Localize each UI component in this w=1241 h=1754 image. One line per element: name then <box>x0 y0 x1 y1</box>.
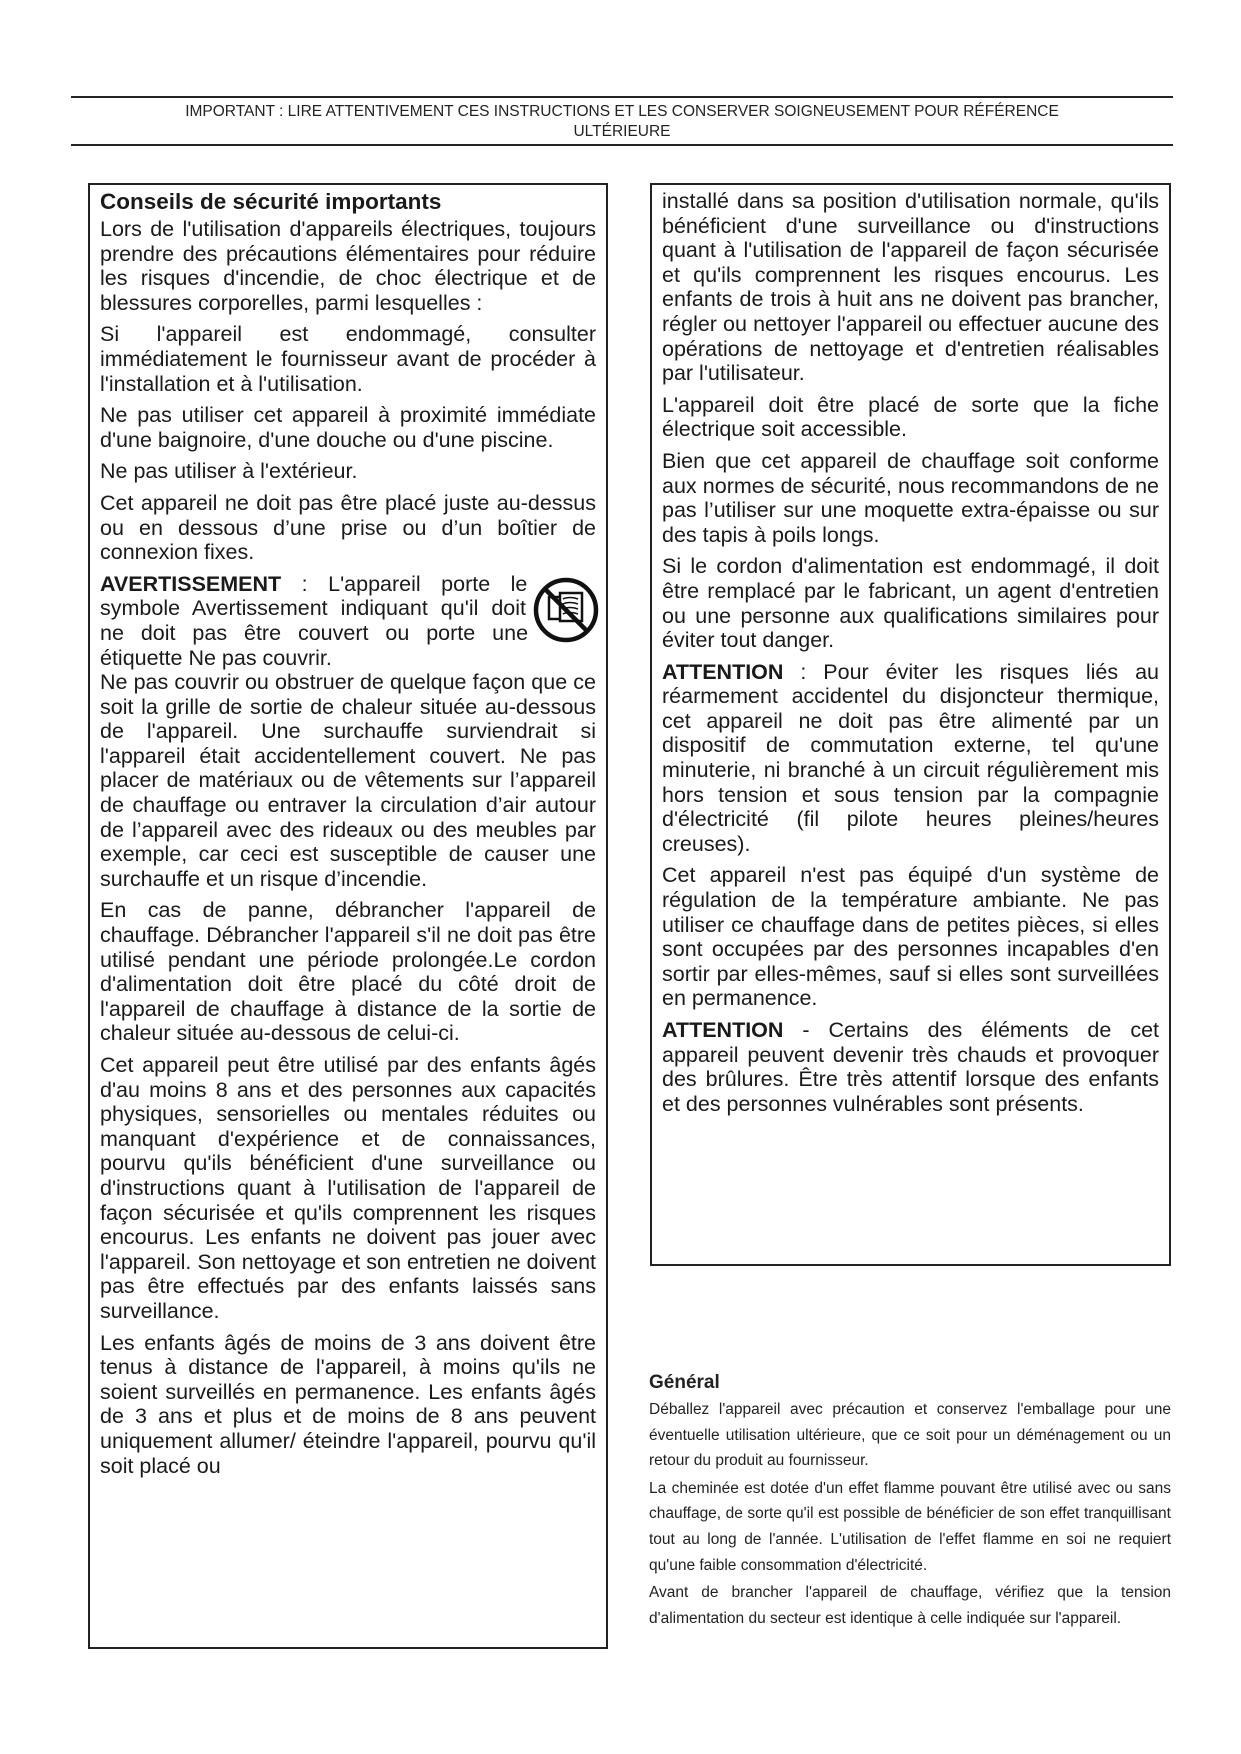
paragraph: Ne pas couvrir ou obstruer de quelque façon que ce soit la grille de sortie de chaleur située au-dessous de l'appareil. Une surchauffe surviendrait si l'appareil était accidentellement couvert. Ne pas placer de matériaux ou de vêtements sur l’appareil de chauffage ou entraver la circulation d’air autour de l’appareil avec des rideaux ou des meubles par exemple, car ceci est susceptible de causer une surchauffe et un risque d’incendie. <box>100 670 596 891</box>
general-section <box>649 1369 1171 1633</box>
attention-paragraph-2 <box>662 1018 1159 1116</box>
attention-text: : Pour éviter les risques liés au réarmement accidentel du disjoncteur thermique, cet appareil ne doit pas être alimenté par un dispositif de commutation externe, tel qu'une minuterie, ni branché à un circuit régulièrement mis hors tension et sous tension par la compagnie d'électricité (fil pilote heures pleines/heures creuses). <box>662 659 1159 856</box>
safety-box-right <box>650 183 1171 1266</box>
paragraph: Les enfants âgés de moins de 3 ans doivent être tenus à distance de l'appareil, à moins qu'ils ne soient surveillés en permanence. Les enfants âgés de 3 ans et plus et de moins de 8 ans peuvent uniquement allumer/ éteindre l'appareil, pourvu qu'il soit placé ou <box>100 1330 596 1478</box>
header-line-1: IMPORTANT : LIRE ATTENTIVEMENT CES INSTRUCTIONS ET LES CONSERVER SOIGNEUSEMENT POUR RÉFÉRENCE <box>185 103 1059 120</box>
paragraph: Cet appareil ne doit pas être placé juste au-dessus ou en dessous d’une prise ou d’un boîtier de connexion fixes. <box>100 490 596 565</box>
attention-label: ATTENTION <box>662 1018 784 1042</box>
paragraph: Avant de brancher l'appareil de chauffage, vérifiez que la tension d'alimentation du secteur est identique à celle indiquée sur l'appareil. <box>649 1584 1171 1627</box>
general-title: Général <box>649 1372 720 1393</box>
warning-text: : L'appareil porte le symbole Avertissement indiquant qu'il doit ne doit pas être couvert ou porte une étiquette Ne pas couvrir. <box>100 571 529 670</box>
paragraph: En cas de panne, débrancher l'appareil de chauffage. Débrancher l'appareil s'il ne doit pas être utilisé pendant une période prolongée.Le cordon d'alimentation doit être placé du côté droit de l'appareil de chauffage à distance de la sortie de chaleur située au-dessous de celui-ci. <box>100 898 596 1046</box>
warning-label: AVERTISSEMENT <box>100 571 282 596</box>
paragraph: installé dans sa position d'utilisation normale, qu'ils bénéficient d'une surveillance ou d'instructions quant à l'utilisation de l'appareil de façon sécurisée et qu'ils comprennent les risques encourus. Les enfants de trois à huit ans ne doivent pas brancher, régler ou nettoyer l'appareil ou effectuer aucune des opérations de nettoyage et d'entretien réalisables par l'utilisateur. <box>662 189 1159 386</box>
paragraph: Bien que cet appareil de chauffage soit conforme aux normes de sécurité, nous recommandons de ne pas l’utiliser sur une moquette extra-épaisse ou sur des tapis à poils longs. <box>662 448 1159 547</box>
header-line-2: ULTÉRIEURE <box>573 123 671 140</box>
paragraph: Ne pas utiliser à l'extérieur. <box>100 459 358 484</box>
paragraph: Si le cordon d'alimentation est endommagé, il doit être remplacé par le fabricant, un agent d'entretien ou une personne aux qualifications similaires pour éviter tout danger. <box>662 554 1159 653</box>
paragraph: Déballez l'appareil avec précaution et conservez l'emballage pour une éventuelle utilisation ultérieure, que ce soit pour un déménagement ou un retour du produit au fournisseur. <box>649 1401 1171 1470</box>
warning-paragraph <box>100 572 596 670</box>
do-not-cover-icon <box>532 576 600 644</box>
attention-label: ATTENTION <box>662 659 784 684</box>
paragraph: L'appareil doit être placé de sorte que la fiche électrique soit accessible. <box>662 392 1159 442</box>
paragraph: La cheminée est dotée d'un effet flamme pouvant être utilisé avec ou sans chauffage, de sorte qu'il est possible de bénéficier de son effet tranquillisant tout au long de l'année. L'utilisation de l'effet flamme en soi ne requiert qu'une faible consommation d'électricité. <box>649 1479 1171 1574</box>
attention-text: - Certains des éléments de cet appareil peuvent devenir très chauds et provoquer des brûlures. Être très attentif lorsque des enfants et des personnes vulnérables sont présents. <box>662 1018 1159 1116</box>
paragraph: Si l'appareil est endommagé, consulter immédiatement le fournisseur avant de procéder à l'installation et à l'utilisation. <box>100 322 596 396</box>
paragraph: Cet appareil n'est pas équipé d'un système de régulation de la température ambiante. Ne pas utiliser ce chauffage dans de petites pièces, si elles sont occupées par des personnes incapables d'en sortir par elles-mêmes, sauf si elles sont surveillées en permanence. <box>662 863 1159 1011</box>
paragraph: Lors de l'utilisation d'appareils électriques, toujours prendre des précautions élémentaires pour réduire les risques d'incendie, de choc électrique et de blessures corporelles, parmi lesquelles : <box>100 217 596 315</box>
paragraph: Cet appareil peut être utilisé par des enfants âgés d'au moins 8 ans et des personnes aux capacités physiques, sensorielles ou mentales réduites ou manquant d'expérience et de connaissances, pourvu qu'ils bénéficient d'une surveillance ou d'instructions quant à l'utilisation de l'appareil de façon sécurisée et qu'ils comprennent les risques encourus. Les enfants ne doivent pas jouer avec l'appareil. Son nettoyage et son entretien ne doivent pas être effectués par des enfants laissés sans surveillance. <box>100 1053 596 1323</box>
page-header <box>71 96 1173 146</box>
section-title: Conseils de sécurité importants <box>100 189 442 214</box>
paragraph: Ne pas utiliser cet appareil à proximité immédiate d'une baignoire, d'une douche ou d'une piscine. <box>100 403 596 452</box>
attention-paragraph-1 <box>662 660 1159 857</box>
safety-box-left <box>88 183 608 1649</box>
